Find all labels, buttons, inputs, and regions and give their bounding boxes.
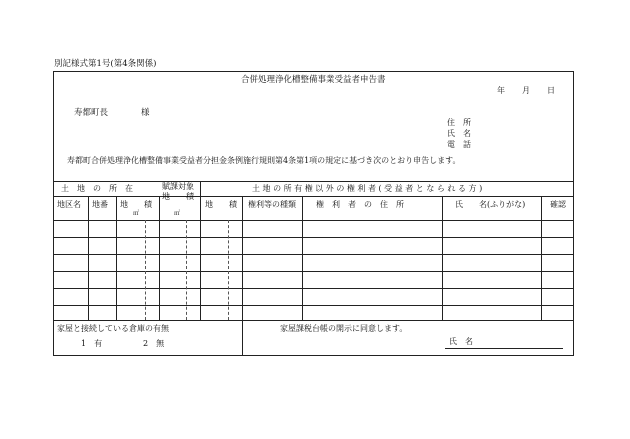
tax-area-header: 地 積 [162,192,194,201]
form-title: 合併処理浄化槽整備事業受益者申告書 [241,75,386,85]
col-confirm: 確認 [550,200,566,209]
warehouse-option-no[interactable]: 2 無 [143,339,165,348]
form-label: 別記様式第1号(第4条関係) [54,59,157,69]
col-right-type: 権利等の種類 [248,200,296,209]
application-form [53,71,574,356]
col-lot: 地番 [92,200,108,209]
col-holder-address: 権 利 者 の 住 所 [316,200,404,209]
other-right-holder-header: 土 地 の 所 有 権 以 外 の 権 利 者 ( 受 益 者 と な ら れ る 方 ) [252,184,483,193]
signature-line[interactable] [445,348,563,349]
col-area: 地 積 [120,200,152,209]
warehouse-question: 家屋と接続している倉庫の有無 [57,324,169,333]
warehouse-option-yes[interactable]: 1 有 [81,339,103,348]
honorific: 様 [141,108,150,118]
col-land-area: 地 積 [205,200,237,209]
consent-text: 家屋課税台帳の開示に同意します。 [280,324,408,333]
statement-text: 寿都町合併処理浄化槽整備事業受益者分担金条例施行規則第4条第1項の規定に基づき次のとおり申告します。 [67,156,461,165]
date-month: 月 [522,86,530,95]
applicant-name-label: 氏 名 [447,129,471,138]
tax-target-header: 賦課対象 [162,182,194,191]
addressee: 寿都町長 [74,108,109,118]
applicant-address-label: 住 所 [447,118,471,127]
applicant-phone-label: 電 話 [447,140,471,149]
col-district: 地区名 [57,200,81,209]
unit-tax-area: ㎡ [174,210,181,217]
date-day: 日 [547,86,555,95]
signature-label: 氏 名 [449,337,473,346]
land-location-header: 土 地 の 所 在 [61,184,133,193]
col-holder-name: 氏 名(ふりがな) [455,200,526,209]
unit-area: ㎡ [133,210,140,217]
date-year: 年 [497,86,505,95]
